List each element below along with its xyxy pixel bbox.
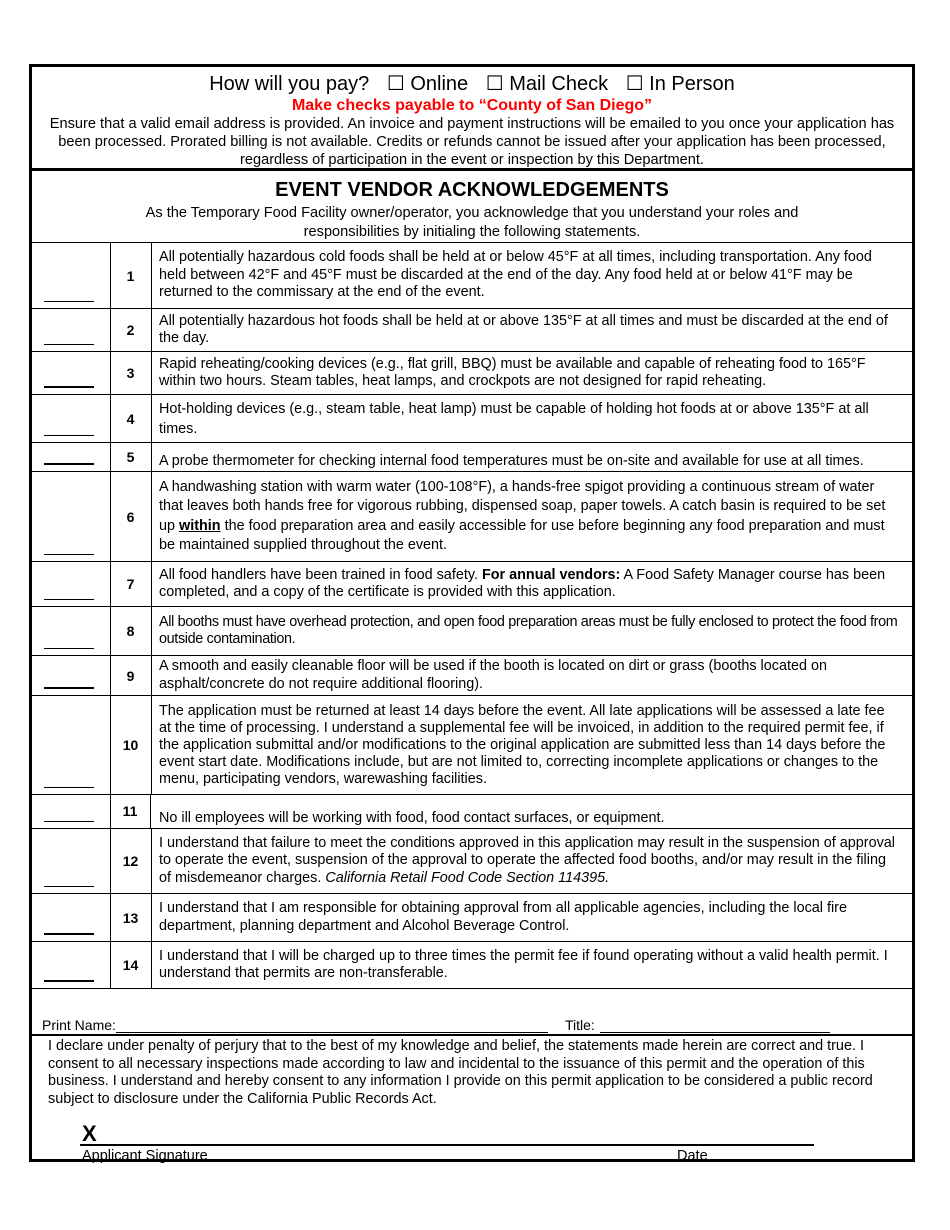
signature-x-mark: X [82, 1121, 97, 1146]
initials-cell[interactable] [32, 656, 111, 695]
payment-instructions: Ensure that a valid email address is provided. An invoice and payment instructions will be emailed to you once your application has been processed. Prorated billing is not available. Credits or refunds cannot be issued after your application has been processed, regardless of participation in the event or inspection by this Department. [49, 116, 895, 168]
initials-line [44, 886, 94, 887]
acknowledgements-title: EVENT VENDOR ACKNOWLEDGEMENTS [275, 179, 669, 201]
initials-line [44, 386, 94, 388]
item-number: 7 [110, 562, 152, 606]
ack-row-7 [32, 562, 912, 607]
initials-cell[interactable] [32, 472, 111, 561]
date-label: Date [677, 1148, 708, 1164]
payment-question-line [32, 72, 912, 96]
ack-row-12 [32, 829, 912, 894]
print-name-label: Print Name: [42, 1017, 116, 1033]
item-text: All potentially hazardous cold foods shall be held at or below 45°F at all times, including transportation. Any food held between 42°F and 45°F must be discarded at the end of the day. Any food held at or below 41°F may be returned to the commissary at the end of the event. [159, 249, 872, 301]
initials-cell[interactable] [32, 942, 111, 988]
initials-cell[interactable] [32, 395, 111, 442]
initials-line [44, 344, 94, 345]
item-number: 11 [110, 795, 151, 828]
initials-cell[interactable] [32, 607, 111, 655]
ack-row-1 [32, 243, 912, 309]
item-text: All potentially hazardous hot foods shall be held at or above 135°F at all times and must be discarded at the end of the day. [159, 312, 888, 346]
declaration-divider [32, 1034, 912, 1036]
initials-cell[interactable] [32, 795, 111, 828]
item-text: All food handlers have been trained in food safety. For annual vendors: A Food Safety Manager course has been completed, and a copy of the certificate is provided with this application. [159, 566, 886, 600]
item-text: I understand that failure to meet the conditions approved in this application may result in the suspension of approval to operate the event, suspension of the approval to operate the affected food booths, and/or may result in the filing of misdemeanor charges. California Retail Food Code Section 114395. [159, 834, 895, 886]
initials-line [44, 687, 94, 689]
item-number: 9 [110, 656, 152, 695]
acknowledgement-table [32, 242, 912, 981]
ack-row-8 [32, 607, 912, 656]
acknowledgements-header [32, 171, 912, 242]
initials-line [44, 301, 94, 302]
item-text: I understand that I will be charged up to three times the permit fee if found operating without a valid health permit. I understand that permits are non-transferable. [159, 947, 888, 981]
title-field[interactable] [600, 1032, 830, 1033]
print-name-field[interactable] [116, 1032, 548, 1033]
ack-row-10 [32, 696, 912, 795]
applicant-signature-label: Applicant Signature [82, 1148, 208, 1164]
item-text: All booths must have overhead protection, and open food preparation areas must be fully enclosed to protect the food from outside contamination. [159, 613, 898, 647]
initials-cell[interactable] [32, 894, 111, 941]
pay-in-person-checkbox[interactable]: ☐ In Person [625, 73, 735, 95]
ack-row-5 [32, 443, 912, 472]
signature-field[interactable] [80, 1144, 814, 1146]
initials-line [44, 980, 94, 982]
ack-row-4 [32, 395, 912, 443]
declaration-text: I declare under penalty of perjury that to the best of my knowledge and belief, the statements made herein are correct and true. I consent to all necessary inspections made according to law and incidental to the issuance of this permit and the operation of this business. I understand and hereby consent to any information I provide on this permit application to be considered a public record subject to disclosure under the California Public Records Act. [48, 1038, 873, 1107]
initials-cell[interactable] [32, 352, 111, 394]
ack-row-14 [32, 942, 912, 989]
item-text: Rapid reheating/cooking devices (e.g., flat grill, BBQ) must be available and capable of reheating food to 165°F within two hours. Steam tables, heat lamps, and crockpots are not designed for rapid reheating. [159, 355, 866, 389]
payment-section [32, 67, 912, 171]
item-number: 14 [110, 942, 152, 988]
initials-cell[interactable] [32, 243, 111, 308]
initials-line [44, 933, 94, 935]
item-text: A probe thermometer for checking internal food temperatures must be on-site and available for use at all times. [159, 452, 864, 469]
initials-cell[interactable] [32, 443, 111, 471]
ack-row-3 [32, 352, 912, 395]
initials-cell[interactable] [32, 696, 111, 794]
item-text: I understand that I am responsible for obtaining approval from all applicable agencies, including the local fire department, planning department and Alcohol Beverage Control. [159, 900, 847, 934]
ack-row-13 [32, 894, 912, 942]
item-text: A handwashing station with warm water (100-108°F), a hands-free spigot providing a continuous stream of water that leaves both hands free for vigorous rubbing, dispensed soap, paper towels. A catch basin is required to be set up within the food preparation area and easily accessible for use before beginning any food preparation and must be maintained supplied throughout the event. [159, 478, 886, 553]
checks-payable-note: Make checks payable to “County of San Diego” [291, 97, 653, 114]
item-number: 13 [110, 894, 152, 941]
pay-mail-check-checkbox[interactable]: ☐ Mail Check [485, 73, 609, 95]
payment-question: How will you pay? [209, 73, 370, 95]
form-frame [29, 64, 915, 1162]
item-text: Hot-holding devices (e.g., steam table, heat lamp) must be capable of holding hot foods at or above 135°F at all times. [159, 400, 869, 437]
item-number: 5 [110, 443, 152, 471]
item-number: 2 [110, 309, 152, 351]
ack-row-6 [32, 472, 912, 562]
initials-line [44, 599, 94, 600]
title-label: Title: [565, 1017, 595, 1033]
ack-row-2 [32, 309, 912, 352]
initials-line [44, 463, 94, 465]
initials-cell[interactable] [32, 829, 111, 893]
pay-online-checkbox[interactable]: ☐ Online [386, 73, 469, 95]
initials-cell[interactable] [32, 562, 111, 606]
initials-cell[interactable] [32, 309, 111, 351]
item-number: 12 [110, 829, 152, 893]
initials-line [44, 821, 94, 822]
initials-line [44, 435, 94, 436]
item-number: 4 [110, 395, 152, 442]
initials-line [44, 554, 94, 555]
item-text: A smooth and easily cleanable floor will be used if the booth is located on dirt or grass (booths located on asphalt/concrete do not require additional flooring). [159, 658, 827, 692]
item-text: No ill employees will be working with food, food contact surfaces, or equipment. [159, 809, 665, 826]
item-number: 8 [110, 607, 152, 655]
acknowledgements-intro: As the Temporary Food Facility owner/operator, you acknowledge that you understand your roles and responsibilities by initialing the following statements. [145, 205, 799, 240]
item-number: 10 [110, 696, 152, 794]
item-number: 3 [110, 352, 152, 394]
initials-line [44, 648, 94, 649]
item-text: The application must be returned at least 14 days before the event. All late applications will be assessed a late fee at the time of processing. I understand a supplemental fee will be invoiced, in addition to the required permit fee, if the application submittal and/or modifications to the original application are submitted less than 14 days before the event start date. Modifications include, but are not limited to, correcting incomplete applications or changes to the menu, participating vendors, warewashing facilities. [159, 702, 886, 787]
initials-line [44, 787, 94, 788]
item-number: 1 [110, 243, 152, 308]
ack-row-9 [32, 656, 912, 696]
ack-row-11 [32, 795, 912, 829]
item-number: 6 [110, 472, 152, 561]
